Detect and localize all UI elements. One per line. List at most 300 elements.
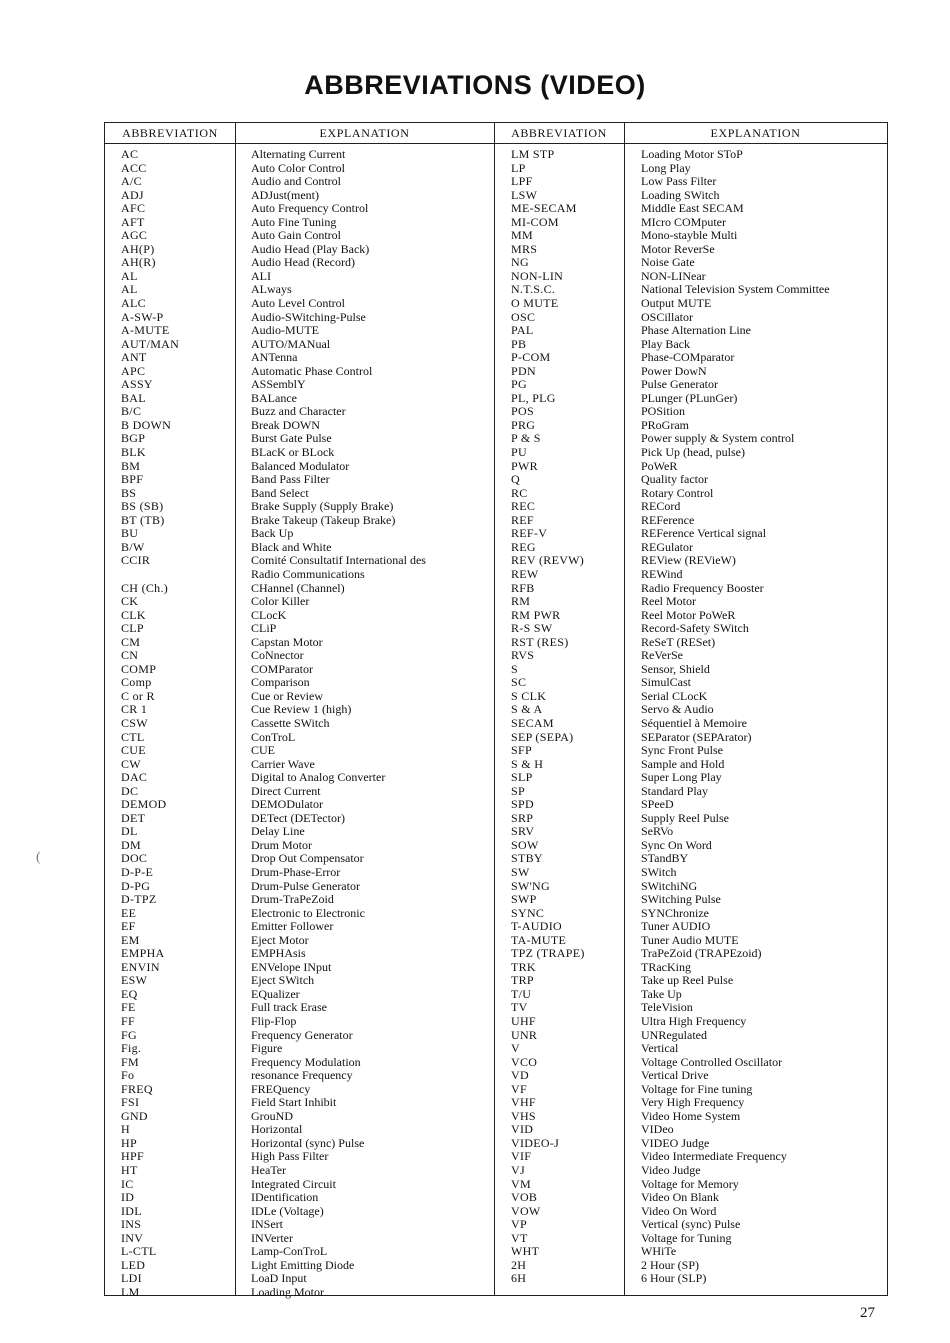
abbreviation-cell: VID [511,1122,534,1137]
explanation-cell: Integrated Circuit [251,1176,336,1191]
explanation-cell: Record-Safety SWitch [641,621,749,636]
explanation-cell: Very High Frequency [641,1095,745,1110]
explanation-cell: Servo & Audio [641,702,714,717]
column-divider [494,123,495,1295]
abbreviation-cell: AUT/MAN [121,336,180,351]
explanation-cell: POSition [641,404,686,419]
explanation-cell: ReSeT (RESet) [641,634,716,649]
explanation-cell: Capstan Motor [251,634,323,649]
explanation-cell: Noise Gate [641,255,695,270]
abbreviation-cell: SLP [511,770,533,785]
explanation-cell: SYNChronize [641,905,709,920]
explanation-cell: REFerence Vertical signal [641,526,767,541]
abbreviation-cell: VHF [511,1095,536,1110]
explanation-cell: GrouND [251,1108,293,1123]
abbreviation-cell: DEMOD [121,797,167,812]
abbreviation-cell: L-CTL [121,1244,157,1259]
abbreviation-cell: DM [121,837,141,852]
explanation-cell: ConTroL [251,729,296,744]
abbreviation-cell: CLP [121,621,144,636]
explanation-cell: COMParator [251,661,313,676]
abbreviation-cell: VJ [511,1163,525,1178]
explanation-cell: Low Pass Filter [641,174,717,189]
abbreviation-cell: REW [511,566,539,581]
explanation-cell: Cue Review 1 (high) [251,702,352,717]
explanation-cell: Long Play [641,160,691,175]
abbreviation-cell: S & H [511,756,544,771]
explanation-cell: CLocK [251,607,287,622]
explanation-cell: Drum-Phase-Error [251,864,341,879]
abbreviation-cell: DL [121,824,138,839]
abbreviation-cell: TV [511,1000,528,1015]
explanation-cell: Emitter Follower [251,919,334,934]
margin-mark: ( [36,850,41,865]
explanation-cell: EMPHAsis [251,946,306,961]
page-number: 27 [860,1305,875,1321]
abbreviation-cell: C or R [121,688,155,703]
explanation-cell: WHiTe [641,1244,677,1259]
explanation-cell: Field Start Inhibit [251,1095,337,1110]
abbreviation-cell: V [511,1041,520,1056]
abbreviation-cell: AGC [121,228,148,243]
abbreviation-cell: Q [511,472,520,487]
abbreviation-cell: MI-COM [511,214,559,229]
abbreviation-cell: TPZ (TRAPE) [511,946,585,961]
explanation-cell: Eject Motor [251,932,309,947]
abbreviation-cell: INV [121,1230,144,1245]
abbreviation-cell: VHS [511,1108,536,1123]
abbreviation-cell: POS [511,404,534,419]
abbreviation-cell: CM [121,634,141,649]
header-explanation-right: EXPLANATION [710,126,801,140]
explanation-cell: Output MUTE [641,296,712,311]
explanation-cell: Alternating Current [251,147,346,161]
abbreviation-cell: SRP [511,810,534,825]
abbreviation-cell: D-TPZ [121,892,157,907]
abbreviation-cell: RM PWR [511,607,561,622]
abbreviation-cell: COMP [121,661,157,676]
abbreviation-cell: BAL [121,390,146,405]
explanation-cell: SPeeD [641,797,674,812]
abbreviation-cell: SFP [511,743,532,758]
column-divider [235,123,236,1295]
abbreviation-cell: BPF [121,472,144,487]
abbreviation-cell: NG [511,255,529,270]
explanation-cell: INSert [251,1217,283,1232]
abbreviation-cell: SC [511,675,527,690]
abbreviation-cell: EE [121,905,137,920]
explanation-cell: Power supply & System control [641,431,795,446]
abbreviation-cell: H [121,1122,130,1137]
explanation-cell: Audio Head (Record) [251,255,355,270]
abbreviation-cell: Fig. [121,1041,142,1056]
explanation-cell: Sensor, Shield [641,661,710,676]
abbreviation-cell: AH(P) [121,241,155,256]
abbreviation-cell: VOW [511,1203,541,1218]
explanation-cell: Mono-stayble Multi [641,228,738,243]
abbreviation-cell: ENVIN [121,959,160,974]
abbreviation-cell: RC [511,485,528,500]
explanation-cell: HeaTer [251,1163,287,1178]
abbreviation-cell: DOC [121,851,148,866]
abbreviation-cell: PB [511,336,527,351]
abbreviations-table [104,122,888,1299]
abbreviation-cell: RM [511,594,531,609]
abbreviation-cell: P-COM [511,350,551,365]
explanation-cell: Serial CLocK [641,688,708,703]
explanation-cell: Sample and Hold [641,756,725,771]
explanation-cell: ANTenna [251,350,298,365]
explanation-cell: Voltage for Memory [641,1176,739,1191]
abbreviation-cell: NON-LIN [511,268,564,283]
explanation-cell: Take up Reel Pulse [641,973,734,988]
explanation-cell: Drum Motor [251,837,312,852]
explanation-cell: PoWeR [641,458,678,473]
explanation-cell: Video Judge [641,1163,701,1178]
explanation-cell: ASSemblY [251,377,306,392]
explanation-cell: Burst Gate Pulse [251,431,332,446]
abbreviation-cell: TA-MUTE [511,932,567,947]
abbreviation-cell: O MUTE [511,296,559,311]
explanation-cell: Vertical Drive [641,1068,709,1083]
explanation-cell: Reel Motor [641,594,696,609]
explanation-cell: Supply Reel Pulse [641,810,730,825]
explanation-cell: Loading SWitch [641,187,720,202]
explanation-cell: VIDeo [641,1122,674,1137]
explanation-cell: 2 Hour (SP) [641,1257,700,1272]
header-abbreviation-right: ABBREVIATION [511,126,607,140]
abbreviation-cell: 6H [511,1271,527,1286]
abbreviation-cell: WHT [511,1244,540,1259]
explanation-cell: Reel Motor PoWeR [641,607,736,622]
explanation-cell: UNRegulated [641,1027,707,1042]
abbreviation-cell: SPD [511,797,534,812]
abbreviation-cell: FG [121,1027,137,1042]
explanation-cell: SeRVo [641,824,674,839]
abbreviation-cell: T/U [511,986,532,1001]
abbreviation-cell: LM [121,1284,140,1299]
abbreviation-cell: IC [121,1176,134,1191]
explanation-cell: MIcro COMputer [641,214,726,229]
explanation-cell: BALance [251,390,297,405]
explanation-cell: REWind [641,566,683,581]
explanation-cell: Drop Out Compensator [251,851,364,866]
abbreviation-cell: HP [121,1135,137,1150]
explanation-cell: ENVelope INput [251,959,332,974]
explanation-cell: CLiP [251,621,277,636]
abbreviation-cell: S & A [511,702,543,717]
explanation-cell: Auto Level Control [251,296,345,311]
explanation-cell: Audio and Control [251,174,341,189]
explanation-cell: SimulCast [641,675,692,690]
explanation-cell: High Pass Filter [251,1149,329,1164]
explanation-cell: Standard Play [641,783,708,798]
explanation-cell: SWitching Pulse [641,892,721,907]
abbreviation-cell: BS [121,485,137,500]
explanation-cell: Voltage for Tuning [641,1230,732,1245]
abbreviation-cell: BT (TB) [121,512,165,527]
abbreviation-cell: GND [121,1108,148,1123]
explanation-cell: Back Up [251,526,294,541]
explanation-cell: Take Up [641,986,682,1001]
abbreviation-cell: ADJ [121,187,144,202]
explanation-cell: Auto Fine Tuning [251,214,337,229]
explanation-cell: Digital to Analog Converter [251,770,386,785]
abbreviation-cell: DAC [121,770,148,785]
explanation-cell: IDentification [251,1190,319,1205]
explanation-cell: Video On Blank [641,1190,719,1205]
abbreviation-cell: CN [121,648,139,663]
explanation-cell: DEMODulator [251,797,323,812]
abbreviation-cell: BS (SB) [121,499,164,514]
explanation-cell: Phase-COMparator [641,350,735,365]
abbreviation-cell: BLK [121,445,146,460]
abbreviation-cell: TRK [511,959,536,974]
explanation-cell: Tuner Audio MUTE [641,932,739,947]
explanation-cell: Band Pass Filter [251,472,330,487]
abbreviation-cell: CUE [121,743,146,758]
explanation-cell: Motor ReverSe [641,241,715,256]
abbreviation-cell: RFB [511,580,535,595]
abbreviation-cell: UHF [511,1014,536,1028]
explanation-cell: Auto Color Control [251,160,346,175]
abbreviation-cell: REG [511,539,536,554]
explanation-cell: FREQuency [251,1081,311,1096]
explanation-cell: Loading Motor [251,1284,324,1299]
abbreviation-cell: CCIR [121,553,151,568]
abbreviation-cell: ALC [121,296,146,311]
abbreviation-cell: RVS [511,648,535,663]
explanation-cell: Power DowN [641,363,707,378]
explanation-cell: INVerter [251,1230,293,1245]
header-explanation-left: EXPLANATION [319,126,410,140]
abbreviation-cell: SW'NG [511,878,550,893]
abbreviation-cell: CSW [121,715,148,730]
explanation-cell: TraPeZoid (TRAPEzoid) [641,946,762,961]
abbreviation-cell: FSI [121,1095,140,1110]
explanation-cell: RECord [641,499,681,514]
explanation-cell: Voltage Controlled Oscillator [641,1054,783,1069]
abbreviation-cell: PG [511,377,527,392]
abbreviation-cell: S [511,661,518,676]
explanation-cell: Loading Motor SToP [641,147,743,161]
explanation-cell: Automatic Phase Control [251,363,373,378]
abbreviation-cell: DET [121,810,146,825]
abbreviation-cell: PL, PLG [511,390,556,405]
abbreviation-cell: VOB [511,1190,538,1205]
abbreviation-cell: MM [511,228,533,243]
explanation-cell: SWitch [641,864,677,879]
explanation-cell: ReVerSe [641,648,683,663]
abbreviation-cell: AL [121,268,138,283]
abbreviation-cell: ACC [121,160,147,175]
explanation-cell: CHannel (Channel) [251,580,345,595]
explanation-cell: Band Select [251,485,309,500]
explanation-cell: PRoGram [641,417,689,432]
abbreviation-cell: S CLK [511,688,547,703]
explanation-cell: Audio-MUTE [251,323,319,338]
abbreviation-cell: HPF [121,1149,144,1164]
abbreviation-cell: OSC [511,309,536,324]
abbreviation-cell: SW [511,864,530,879]
explanation-cell: Carrier Wave [251,756,315,771]
explanation-cell: Color Killer [251,594,310,609]
abbreviation-cell: DC [121,783,139,798]
abbreviation-cell: PDN [511,363,536,378]
explanation-cell: Balanced Modulator [251,458,350,473]
column-divider [624,123,625,1295]
explanation-cell: EQualizer [251,986,300,1001]
explanation-cell: Comité Consultatif International des [251,553,426,568]
abbreviation-cell: EF [121,919,136,934]
explanation-cell: Séquentiel à Memoire [641,715,747,730]
explanation-cell: IDLe (Voltage) [251,1203,324,1218]
abbreviation-cell: A-MUTE [121,323,170,338]
explanation-cell: TRacKing [641,959,691,974]
header-abbreviation-left: ABBREVIATION [122,126,218,140]
explanation-cell: Brake Supply (Supply Brake) [251,499,394,514]
abbreviation-cell: CTL [121,729,145,744]
abbreviation-cell: PU [511,445,527,460]
abbreviation-cell: T-AUDIO [511,919,562,934]
explanation-cell: VIDEO Judge [641,1135,710,1150]
abbreviation-cell: LDI [121,1271,142,1286]
abbreviation-cell: TRP [511,973,534,988]
abbreviation-cell: FREQ [121,1081,153,1096]
abbreviation-cell: A-SW-P [121,309,164,324]
abbreviation-cell: AL [121,282,138,297]
abbreviation-cell: SRV [511,824,535,839]
abbreviation-cell: Fo [121,1068,135,1083]
explanation-cell: Vertical (sync) Pulse [641,1217,741,1232]
explanation-cell: LoaD Input [251,1271,307,1286]
abbreviation-cell: INS [121,1217,142,1232]
explanation-cell: Figure [251,1041,283,1056]
explanation-cell: Buzz and Character [251,404,346,419]
abbreviation-cell: P & S [511,431,541,446]
explanation-cell: resonance Frequency [251,1068,353,1083]
abbreviation-cell: BU [121,526,139,541]
abbreviation-cell: LPF [511,174,533,189]
explanation-cell: PLunger (PLunGer) [641,390,738,405]
abbreviation-cell: AH(R) [121,255,156,270]
explanation-cell: Audio-SWitching-Pulse [251,309,366,324]
abbreviation-cell: SP [511,783,525,798]
explanation-cell: ADJust(ment) [251,187,319,202]
right-explanation-column [641,148,830,1286]
explanation-cell: Sync Front Pulse [641,743,724,758]
explanation-cell: National Television System Committee [641,282,830,297]
abbreviation-cell: LM STP [511,147,555,161]
abbreviation-cell: SOW [511,837,539,852]
explanation-cell: Pick Up (head, pulse) [641,445,745,460]
abbreviation-cell: VCO [511,1054,538,1069]
explanation-cell: BLacK or BLock [251,445,335,460]
header-divider [105,143,887,144]
explanation-cell: TeleVision [641,1000,693,1015]
abbreviation-cell: Comp [121,675,152,690]
explanation-cell: Audio Head (Play Back) [251,241,370,256]
explanation-cell: Video Home System [641,1108,741,1123]
explanation-cell: Tuner AUDIO [641,919,711,934]
explanation-cell: Ultra High Frequency [641,1014,747,1028]
abbreviation-cell: VP [511,1217,527,1232]
explanation-cell: STandBY [641,851,689,866]
explanation-cell: CUE [251,743,275,758]
explanation-cell: Delay Line [251,824,305,839]
explanation-cell: Electronic to Electronic [251,905,365,920]
explanation-cell: ALways [251,282,292,297]
explanation-cell: Rotary Control [641,485,714,500]
left-explanation-column [251,148,426,1299]
explanation-cell: Frequency Modulation [251,1054,361,1069]
explanation-cell: Voltage for Fine tuning [641,1081,753,1096]
explanation-cell: Middle East SECAM [641,201,744,216]
abbreviation-cell: CR 1 [121,702,148,717]
explanation-cell: Cue or Review [251,688,323,703]
explanation-cell: Full track Erase [251,1000,327,1015]
abbreviation-cell: MRS [511,241,538,256]
explanation-cell: Horizontal [251,1122,303,1137]
abbreviation-cell [121,568,179,582]
abbreviation-cell: REC [511,499,536,514]
abbreviation-cell: SECAM [511,715,554,730]
abbreviation-cell: A/C [121,174,142,189]
abbreviation-cell: REV (REVW) [511,553,585,568]
explanation-cell: Comparison [251,675,310,690]
abbreviation-cell: D-P-E [121,864,154,879]
abbreviation-cell: STBY [511,851,543,866]
abbreviation-cell: VIDEO-J [511,1135,560,1150]
explanation-cell: Super Long Play [641,770,722,785]
abbreviation-cell: REF-V [511,526,548,541]
abbreviation-cell: PWR [511,458,538,473]
abbreviation-cell: HT [121,1163,138,1178]
explanation-cell: Auto Frequency Control [251,201,369,216]
explanation-cell: 6 Hour (SLP) [641,1271,707,1286]
abbreviation-cell: ASSY [121,377,153,392]
abbreviation-cell: LP [511,160,526,175]
explanation-cell: REView (REVieW) [641,553,736,568]
abbreviation-cell: PRG [511,417,536,432]
explanation-cell: Drum-TraPeZoid [251,892,334,907]
abbreviation-cell: AFC [121,201,146,216]
explanation-cell: SEParator (SEPArator) [641,729,752,744]
abbreviation-cell: ANT [121,350,147,365]
abbreviation-cell: CH (Ch.) [121,580,169,595]
abbreviation-cell: VD [511,1068,529,1083]
abbreviation-cell: CLK [121,607,146,622]
abbreviation-cell: IDL [121,1203,142,1218]
explanation-cell: REGulator [641,539,693,554]
abbreviation-cell: REF [511,512,534,527]
abbreviation-cell: EM [121,932,140,947]
abbreviation-cell: ID [121,1190,135,1205]
abbreviation-cell: AC [121,147,139,161]
abbreviation-cell: R-S SW [511,621,553,636]
abbreviation-cell: B/W [121,539,145,554]
explanation-cell: SWitchiNG [641,878,698,893]
abbreviation-cell: FF [121,1014,135,1028]
explanation-cell: CoNnector [251,648,304,663]
explanation-cell: Cassette SWitch [251,715,330,730]
explanation-cell: Horizontal (sync) Pulse [251,1135,365,1150]
abbreviation-cell: VIF [511,1149,532,1164]
explanation-cell: Radio Frequency Booster [641,580,764,595]
abbreviation-cell: 2H [511,1257,527,1272]
abbreviation-cell: D-PG [121,878,151,893]
explanation-cell: DETect (DETector) [251,810,345,825]
